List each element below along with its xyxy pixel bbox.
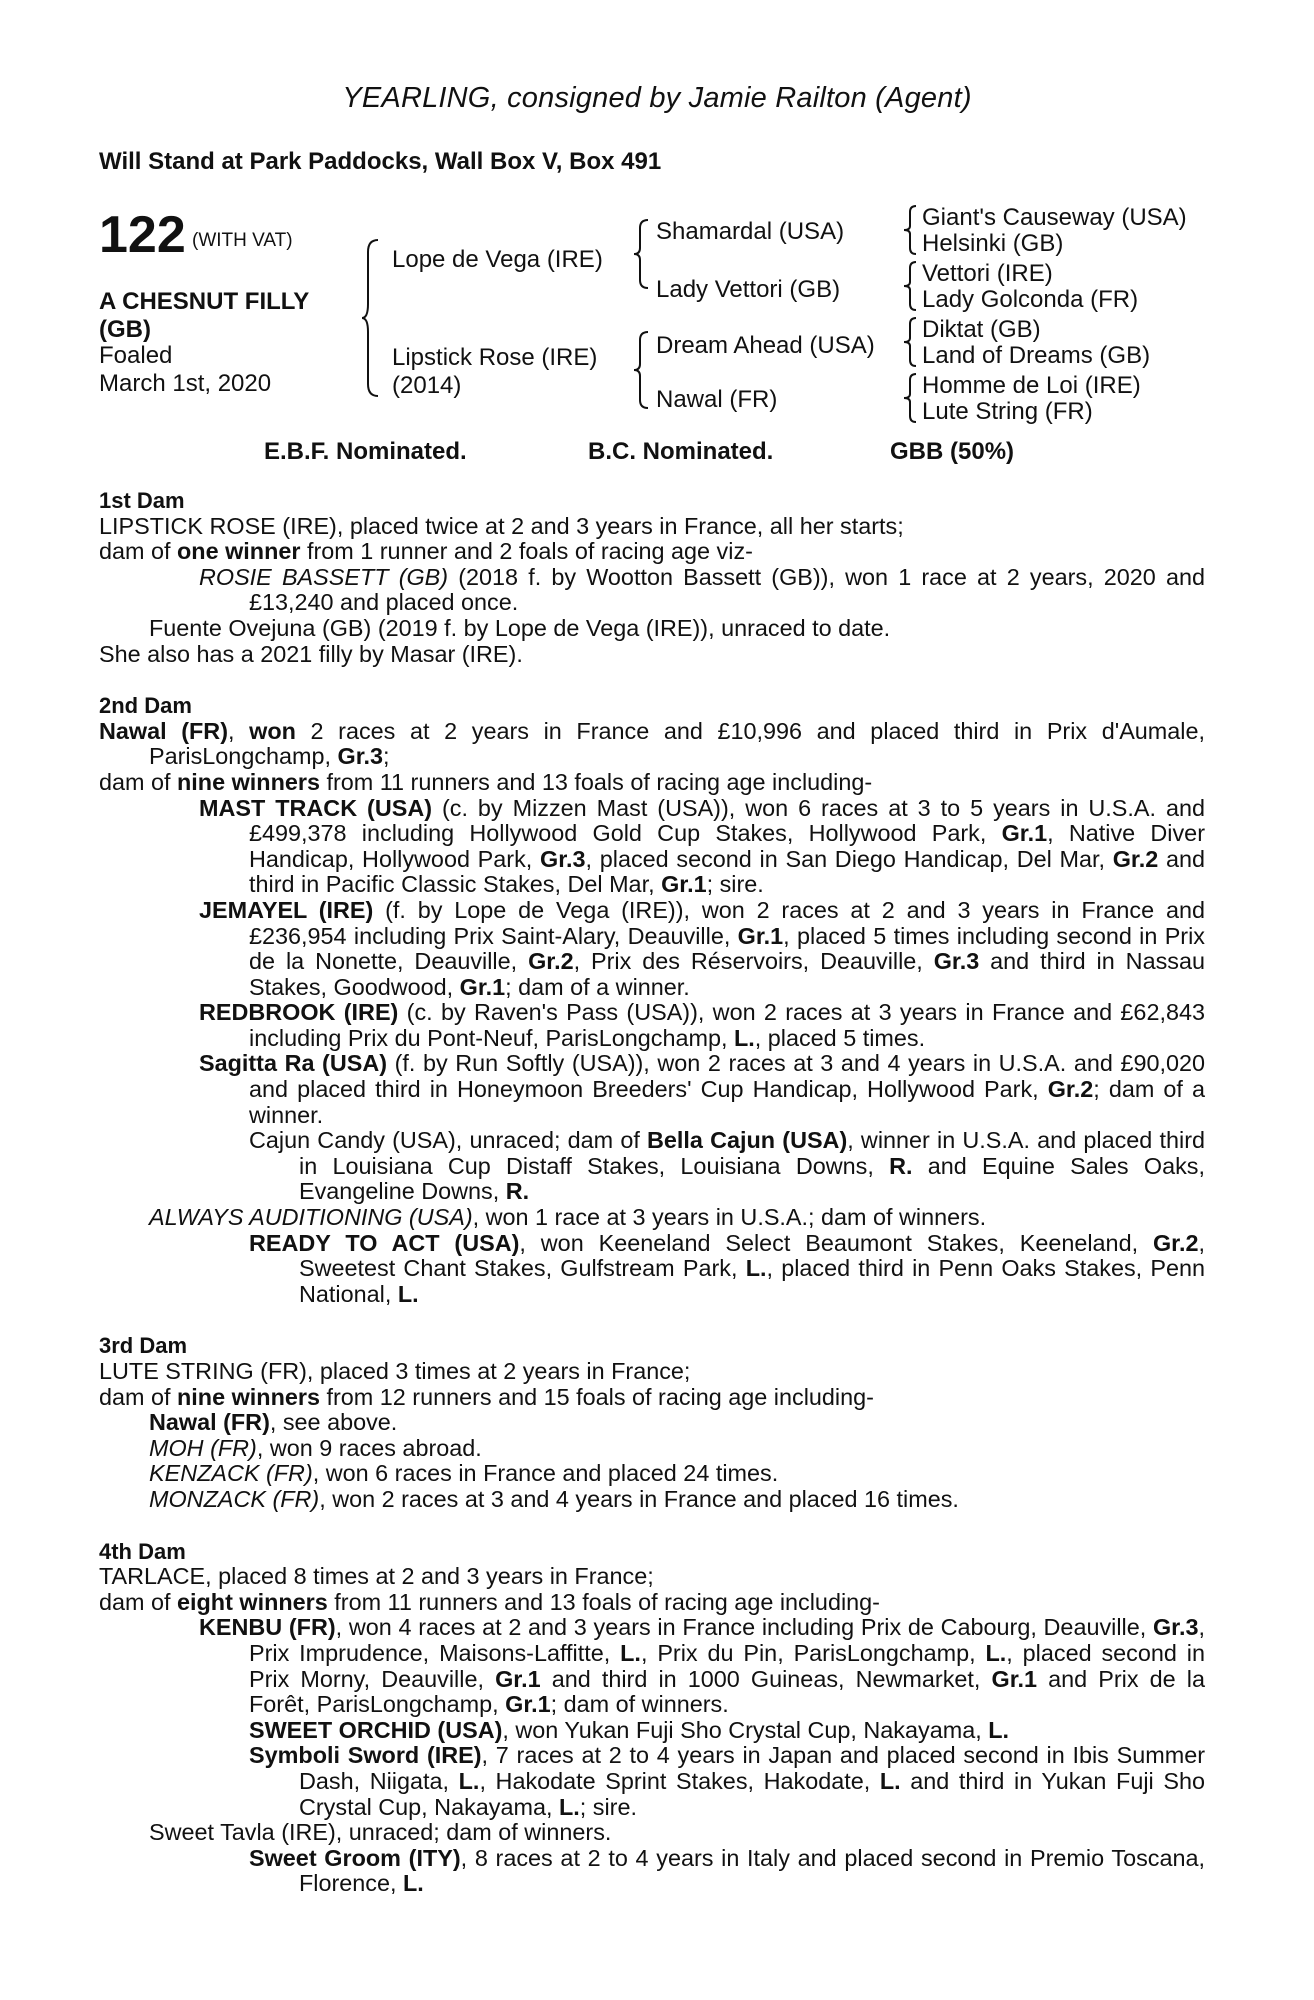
pedigree-sire-dam: Lady Vettori (GB) <box>656 276 841 303</box>
foaled-date: March 1st, 2020 <box>99 370 272 397</box>
dam4-produce: dam of eight winners from 11 runners and 13 foals of racing age including- <box>99 1588 880 1615</box>
pedigree-brace-g3 <box>902 316 920 368</box>
dam2-foal-always-auditioning: ALWAYS AUDITIONING (USA), won 1 race at 3 years in U.S.A.; dam of winners. <box>149 1204 987 1231</box>
catalogue-heading: YEARLING, consigned by Jamie Railton (Agent) <box>342 82 972 114</box>
pedigree-brace-g2 <box>902 260 920 312</box>
pedigree-brace-sire <box>632 218 652 290</box>
dam1-text: LIPSTICK ROSE (IRE), placed twice at 2 and 3 years in France, all her starts; <box>99 512 904 539</box>
dam3-foal-monzack: MONZACK (FR), won 2 races at 3 and 4 years in France and placed 16 times. <box>149 1485 959 1512</box>
pedigree-g2: Helsinki (GB) <box>922 230 1064 257</box>
dam2-grandfoal-ready-to-act: READY TO ACT (USA), won Keeneland Select Beaumont Stakes, Keeneland, Gr.2, Sweetest Chant Stakes, Gulfstream Park, L., placed third in Penn Oaks Stakes, Penn National, L. <box>249 1229 1206 1307</box>
pedigree-notes <box>99 488 1205 1897</box>
dam1-note: She also has a 2021 filly by Masar (IRE). <box>99 640 523 667</box>
pedigree-g3: Vettori (IRE) <box>922 260 1053 287</box>
dam1-produce: dam of one winner from 1 runner and 2 foals of racing age viz- <box>99 538 753 565</box>
dam4-grandfoal-sweet-groom: Sweet Groom (ITY), 8 races at 2 to 4 years in Italy and placed second in Premio Toscana, Florence, L. <box>249 1844 1205 1897</box>
dam2-foal-sagitta-ra: Sagitta Ra (USA) (f. by Run Softly (USA)), won 2 races at 3 and 4 years in U.S.A. and £90,020 and placed third in Honeymoon Breeders' Cup Handicap, Hollywood Park, Gr.2; dam of a winner. <box>199 1050 1205 1128</box>
dam4-foal-sweet-tavla: Sweet Tavla (IRE), unraced; dam of winners. <box>149 1819 612 1846</box>
horse-description: A CHESNUT FILLY <box>99 288 310 315</box>
pedigree-sire-sire: Shamardal (USA) <box>656 218 845 245</box>
dam4-text: TARLACE, placed 8 times at 2 and 3 years in France; <box>99 1563 654 1590</box>
dam2-produce: dam of nine winners from 11 runners and 13 foals of racing age including- <box>99 768 873 795</box>
dam3-foal-moh: MOH (FR), won 9 races abroad. <box>149 1434 482 1461</box>
foaled-label: Foaled <box>99 342 173 369</box>
dam3-title: 3rd Dam <box>99 1333 188 1359</box>
pedigree-g7: Homme de Loi (IRE) <box>922 372 1141 399</box>
dam2-title: 2nd Dam <box>99 693 192 719</box>
vat-note: (WITH VAT) <box>192 230 293 251</box>
pedigree-brace-main <box>360 238 382 398</box>
dam1-title: 1st Dam <box>99 488 185 513</box>
pedigree-brace-g1 <box>902 204 920 256</box>
pedigree-dam: Lipstick Rose (IRE) <box>392 344 598 371</box>
dam2-granddam-cajun-candy: Cajun Candy (USA), unraced; dam of Bella Cajun (USA), winner in U.S.A. and placed third in Louisiana Cup Distaff Stakes, Louisiana Downs, R. and Equine Sales Oaks, Evangeline Downs, R. <box>249 1127 1205 1205</box>
pedigree-g6: Land of Dreams (GB) <box>922 342 1151 369</box>
dam3-foal-kenzack: KENZACK (FR), won 6 races in France and placed 24 times. <box>149 1460 779 1487</box>
horse-origin: (GB) <box>99 316 151 343</box>
pedigree-g5: Diktat (GB) <box>922 316 1041 343</box>
pedigree-dam-sire: Dream Ahead (USA) <box>656 332 875 359</box>
pedigree-brace-g4 <box>902 372 920 424</box>
ebf-nomination: E.B.F. Nominated. <box>264 438 467 465</box>
dam4-grandfoal-symboli-sword: Symboli Sword (IRE), 7 races at 2 to 4 years in Japan and placed second in Ibis Summer Dash, Niigata, L., Hakodate Sprint Stakes, Hakodate, L. and third in Yukan Fuji Sho Crystal Cup, Nakayama, L.; sire. <box>249 1742 1205 1820</box>
dam2-foal-redbrook: REDBROOK (IRE) (c. by Raven's Pass (USA)), won 2 races at 3 years in France and £62,843 including Prix du Pont-Neuf, ParisLongchamp, L., placed 5 times. <box>199 999 1205 1051</box>
pedigree-g8: Lute String (FR) <box>922 398 1093 425</box>
pedigree-sire: Lope de Vega (IRE) <box>392 246 603 273</box>
dam4-foal-kenbu: KENBU (FR), won 4 races at 2 and 3 years in France including Prix de Cabourg, Deauville, Gr.3, Prix Imprudence, Maisons-Laffitte, L., Prix du Pin, ParisLongchamp, L., placed second in Prix Morny, Deauville, Gr.1 and third in 1000 Guineas, Newmarket, Gr.1 and Prix de la Forêt, ParisLongchamp, Gr.1; dam of winners. <box>199 1614 1205 1718</box>
dam2-text: Nawal (FR), won 2 races at 2 years in France and £10,996 and placed third in Prix d'Aumale, ParisLongchamp, Gr.3; <box>99 717 1206 770</box>
pedigree-dam-year: (2014) <box>392 372 462 399</box>
dam3-produce: dam of nine winners from 12 runners and 15 foals of racing age including- <box>99 1383 874 1410</box>
dam3-text: LUTE STRING (FR), placed 3 times at 2 years in France; <box>99 1358 691 1384</box>
dam1-foal2: Fuente Ovejuna (GB) (2019 f. by Lope de Vega (IRE)), unraced to date. <box>149 614 891 641</box>
pedigree-dam-dam: Nawal (FR) <box>656 386 778 413</box>
dam2-foal-jemayel: JEMAYEL (IRE) (f. by Lope de Vega (IRE)), won 2 races at 2 and 3 years in France and £236,954 including Prix Saint-Alary, Deauville, Gr.1, placed 5 times including second in Prix de la Nonette, Deauville, Gr.2, Prix des Réservoirs, Deauville, Gr.3 and third in Nassau Stakes, Goodwood, Gr.1; dam of a winner. <box>199 896 1205 1000</box>
dam4-grandfoal-sweet-orchid: SWEET ORCHID (USA), won Yukan Fuji Sho Crystal Cup, Nakayama, L. <box>249 1716 1010 1743</box>
bc-nomination: B.C. Nominated. <box>588 438 774 465</box>
lot-number: 122 <box>99 206 186 264</box>
pedigree-brace-dam <box>632 330 652 410</box>
dam3-foal-nawal: Nawal (FR), see above. <box>149 1409 398 1436</box>
pedigree-g4: Lady Golconda (FR) <box>922 286 1139 313</box>
dam1-foal1: ROSIE BASSETT (GB) (2018 f. by Wootton Bassett (GB)), won 1 race at 2 years, 2020 and £13,240 and placed once. <box>199 563 1205 616</box>
stand-location: Will Stand at Park Paddocks, Wall Box V, Box 491 <box>99 148 662 175</box>
pedigree-g1: Giant's Causeway (USA) <box>922 204 1187 231</box>
gbb-status: GBB (50%) <box>890 438 1015 465</box>
dam4-title: 4th Dam <box>99 1538 186 1564</box>
dam2-foal-mast-track: MAST TRACK (USA) (c. by Mizzen Mast (USA)), won 6 races at 3 to 5 years in U.S.A. and £499,378 including Hollywood Gold Cup Stakes, Hollywood Park, Gr.1, Native Diver Handicap, Hollywood Park, Gr.3, placed second in San Diego Handicap, Del Mar, Gr.2 and third in Pacific Classic Stakes, Del Mar, Gr.1; sire. <box>199 794 1205 898</box>
